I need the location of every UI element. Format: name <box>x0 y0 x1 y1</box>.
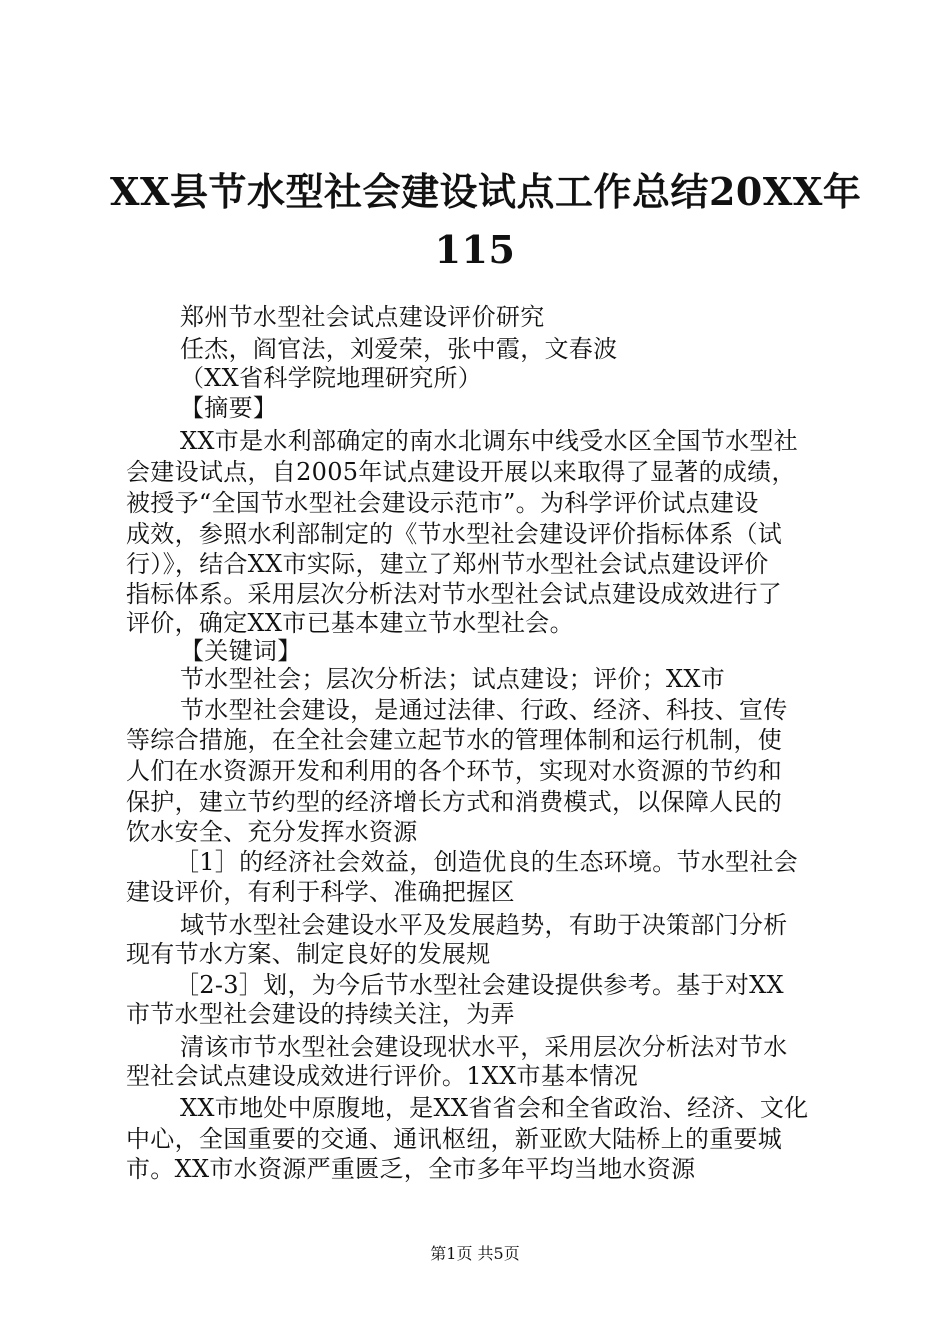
paragraph-line: 现有节水方案、制定良好的发展规 <box>126 940 491 968</box>
page-footer: 第1页 共5页 <box>430 1244 520 1263</box>
paragraph-line: 评价，确定XX市已基本建立节水型社会。 <box>126 609 574 637</box>
keywords: 节水型社会；层次分析法；试点建设；评价；XX市 <box>180 665 726 693</box>
document-title-line-1: XX县节水型社会建设试点工作总结20XX年 <box>110 169 862 214</box>
paragraph-line: 节水型社会建设，是通过法律、行政、经济、科技、宣传 <box>180 696 788 724</box>
paragraph-line: 指标体系。采用层次分析法对节水型社会试点建设成效进行了 <box>126 580 783 608</box>
paragraph-line: 清该市节水型社会建设现状水平，采用层次分析法对节水 <box>180 1033 788 1061</box>
paragraph-line: ［2-3］划，为今后节水型社会建设提供参考。基于对XX <box>175 971 784 999</box>
paragraph-line: 饮水安全、充分发挥水资源 <box>126 818 418 846</box>
paragraph-line: 型社会试点建设成效进行评价。1XX市基本情况 <box>126 1062 639 1090</box>
paragraph-line: 域节水型社会建设水平及发展趋势，有助于决策部门分析 <box>180 911 788 939</box>
abstract-heading: 【摘要】 <box>180 394 278 422</box>
paragraph-line: 成效，参照水利部制定的《节水型社会建设评价指标体系（试 <box>126 520 783 548</box>
document-title-line-2: 115 <box>434 227 516 272</box>
paragraph-line: XX市是水利部确定的南水北调东中线受水区全国节水型社 <box>180 427 798 455</box>
authors: 任杰，阎官法，刘爱荣，张中霞，文春波 <box>180 335 618 363</box>
paragraph-line: ［1］的经济社会效益，创造优良的生态环境。节水型社会 <box>175 848 799 876</box>
paragraph-line: 被授予“全国节水型社会建设示范市”。为科学评价试点建设 <box>126 489 759 517</box>
paragraph-line: XX市地处中原腹地，是XX省省会和全省政治、经济、文化 <box>180 1094 809 1122</box>
affiliation: （XX省科学院地理研究所） <box>180 364 483 392</box>
article-title: 郑州节水型社会试点建设评价研究 <box>180 303 545 331</box>
paragraph-line: 人们在水资源开发和利用的各个环节，实现对水资源的节约和 <box>126 757 783 785</box>
paragraph-line: 会建设试点，自2005年试点建设开展以来取得了显著的成绩， <box>126 458 796 486</box>
paragraph-line: 中心，全国重要的交通、通讯枢纽，新亚欧大陆桥上的重要城 <box>126 1125 783 1153</box>
keywords-heading: 【关键词】 <box>180 637 302 665</box>
paragraph-line: 行）》，结合XX市实际，建立了郑州节水型社会试点建设评价 <box>126 550 769 578</box>
paragraph-line: 保护，建立节约型的经济增长方式和消费模式，以保障人民的 <box>126 788 783 816</box>
paragraph-line: 市节水型社会建设的持续关注，为弄 <box>126 1000 515 1028</box>
paragraph-line: 等综合措施，在全社会建立起节水的管理体制和运行机制，使 <box>126 726 783 754</box>
paragraph-line: 市。XX市水资源严重匮乏，全市多年平均当地水资源 <box>126 1155 696 1183</box>
paragraph-line: 建设评价，有利于科学、准确把握区 <box>126 878 515 906</box>
